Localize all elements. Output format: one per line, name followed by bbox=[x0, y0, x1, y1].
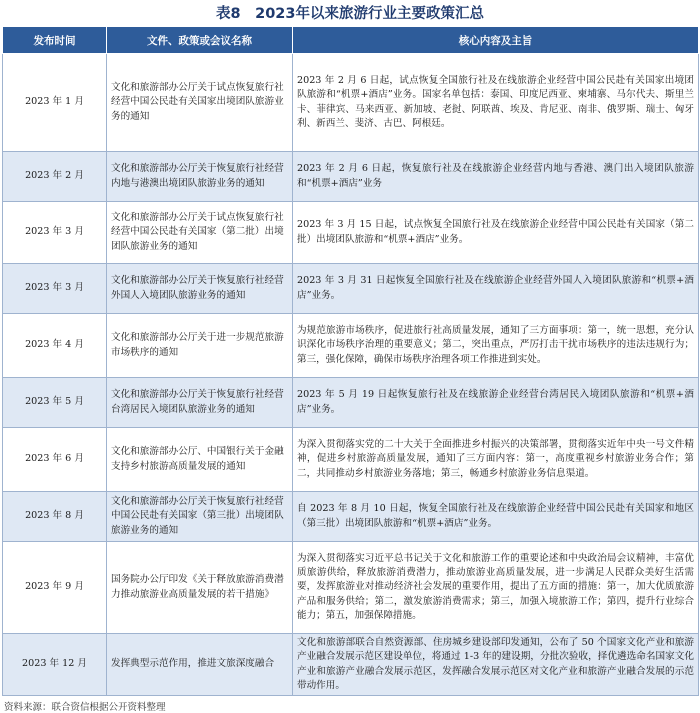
row-name: 文化和旅游部办公厅关于恢复旅行社经营内地与港澳出境团队旅游业务的通知 bbox=[107, 152, 293, 202]
row-date: 2023 年 9 月 bbox=[3, 542, 107, 634]
row-content: 2023 年 3 月 31 日起恢复全国旅行社及在线旅游企业经营外国人入境团队旅游和“机票+酒店”业务。 bbox=[293, 264, 699, 314]
row-name: 文化和旅游部办公厅关于恢复旅行社经营中国公民赴有关国家（第三批）出境团队旅游业务的通知 bbox=[107, 492, 293, 542]
row-content: 2023 年 2 月 6 日起，恢复旅行社及在线旅游企业经营内地与香港、澳门出入境团队旅游和“机票+酒店”业务 bbox=[293, 152, 699, 202]
row-date: 2023 年 6 月 bbox=[3, 428, 107, 492]
row-content: 2023 年 3 月 15 日起，试点恢复全国旅行社及在线旅游企业经营中国公民赴有关国家（第二批）出境团队旅游和“机票+酒店”业务。 bbox=[293, 202, 699, 264]
table-row bbox=[3, 542, 699, 634]
table-row bbox=[3, 314, 699, 378]
row-name: 文化和旅游部办公厅关于试点恢复旅行社经营中国公民赴有关国家（第二批）出境团队旅游业务的通知 bbox=[107, 202, 293, 264]
row-date: 2023 年 2 月 bbox=[3, 152, 107, 202]
table-row bbox=[3, 202, 699, 264]
row-date: 2023 年 12 月 bbox=[3, 634, 107, 696]
row-date: 2023 年 4 月 bbox=[3, 314, 107, 378]
header-row bbox=[3, 27, 699, 54]
table-row bbox=[3, 634, 699, 696]
row-content: 为深入贯彻落实习近平总书记关于文化和旅游工作的重要论述和中央政治局会议精神，丰富优质旅游供给，释放旅游消费潜力，推动旅游业高质量发展，进一步满足人民群众美好生活需要，发挥旅游业对推动经济社会发展的重要作用，提出了五方面的措施：第一，加大优质旅游产品和服务供给；第二，激发旅游消费需求；第三，加强入境旅游工作；第四，提升行业综合能力；第五，加强保障措施。 bbox=[293, 542, 699, 634]
row-name: 文化和旅游部办公厅关于试点恢复旅行社经营中国公民赴有关国家出境团队旅游业务的通知 bbox=[107, 54, 293, 152]
row-name: 发挥典型示范作用，推进文旅深度融合 bbox=[107, 634, 293, 696]
row-content: 为深入贯彻落实党的二十大关于全面推进乡村振兴的决策部署，贯彻落实近年中央一号文件精神，促进乡村旅游高质量发展，通知了三方面内容：第一，高度重视乡村旅游业务合作；第二，共同推动乡村旅游业务落地；第三，畅通乡村旅游业务信息渠道。 bbox=[293, 428, 699, 492]
table-row bbox=[3, 152, 699, 202]
table-row bbox=[3, 378, 699, 428]
source-note: 资料来源：联合资信根据公开资料整理 bbox=[4, 702, 166, 713]
row-name: 文化和旅游部办公厅关于恢复旅行社经营台湾居民入境团队旅游业务的通知 bbox=[107, 378, 293, 428]
table-row bbox=[3, 54, 699, 152]
row-name: 文化和旅游部办公厅关于恢复旅行社经营外国人入境团队旅游业务的通知 bbox=[107, 264, 293, 314]
table-row bbox=[3, 264, 699, 314]
row-date: 2023 年 5 月 bbox=[3, 378, 107, 428]
row-name: 文化和旅游部办公厅关于进一步规范旅游市场秩序的通知 bbox=[107, 314, 293, 378]
header-content: 核心内容及主旨 bbox=[293, 27, 699, 54]
row-content: 自 2023 年 8 月 10 日起，恢复全国旅行社及在线旅游企业经营中国公民赴有关国家和地区（第三批）出境团队旅游和“机票+酒店”业务。 bbox=[293, 492, 699, 542]
row-date: 2023 年 3 月 bbox=[3, 202, 107, 264]
row-name: 文化和旅游部办公厅、中国银行关于金融支持乡村旅游高质量发展的通知 bbox=[107, 428, 293, 492]
row-content: 文化和旅游部联合自然资源部、住房城乡建设部印发通知，公布了 50 个国家文化产业和旅游产业融合发展示范区建设单位，将通过 1-3 年的建设期，分批次验收，择优遴选命名国家文化产业和旅游产业融合发展示范区，发挥融合发展示范区对文化产业和旅游产业融合发展的示范带动作用。 bbox=[293, 634, 699, 696]
row-name: 国务院办公厅印发《关于释放旅游消费潜力推动旅游业高质量发展的若干措施》 bbox=[107, 542, 293, 634]
header-name: 文件、政策或会议名称 bbox=[107, 27, 293, 54]
row-date: 2023 年 1 月 bbox=[3, 54, 107, 152]
table-title: 表8 2023年以来旅游行业主要政策汇总 bbox=[216, 6, 484, 22]
header-date: 发布时间 bbox=[3, 27, 107, 54]
row-date: 2023 年 3 月 bbox=[3, 264, 107, 314]
row-content: 为规范旅游市场秩序，促进旅行社高质量发展，通知了三方面事项：第一，统一思想，充分认识深化市场秩序治理的重要意义；第二，突出重点，严厉打击干扰市场秩序的违法违规行为；第三，强化保障，确保市场秩序治理各项工作推进到实处。 bbox=[293, 314, 699, 378]
policy-table bbox=[2, 26, 699, 696]
row-content: 2023 年 2 月 6 日起，试点恢复全国旅行社及在线旅游企业经营中国公民赴有关国家出境团队旅游和“机票+酒店”业务。国家名单包括：泰国、印度尼西亚、柬埔寨、马尔代夫、斯里兰卡、菲律宾、马来西亚、新加坡、老挝、阿联酋、埃及、肯尼亚、南非、俄罗斯、瑞士、匈牙利、新西兰、斐济、古巴、阿根廷。 bbox=[293, 54, 699, 152]
table-row bbox=[3, 428, 699, 492]
row-date: 2023 年 8 月 bbox=[3, 492, 107, 542]
table-row bbox=[3, 492, 699, 542]
row-content: 2023 年 5 月 19 日起恢复旅行社及在线旅游企业经营台湾居民入境团队旅游和“机票+酒店”业务。 bbox=[293, 378, 699, 428]
